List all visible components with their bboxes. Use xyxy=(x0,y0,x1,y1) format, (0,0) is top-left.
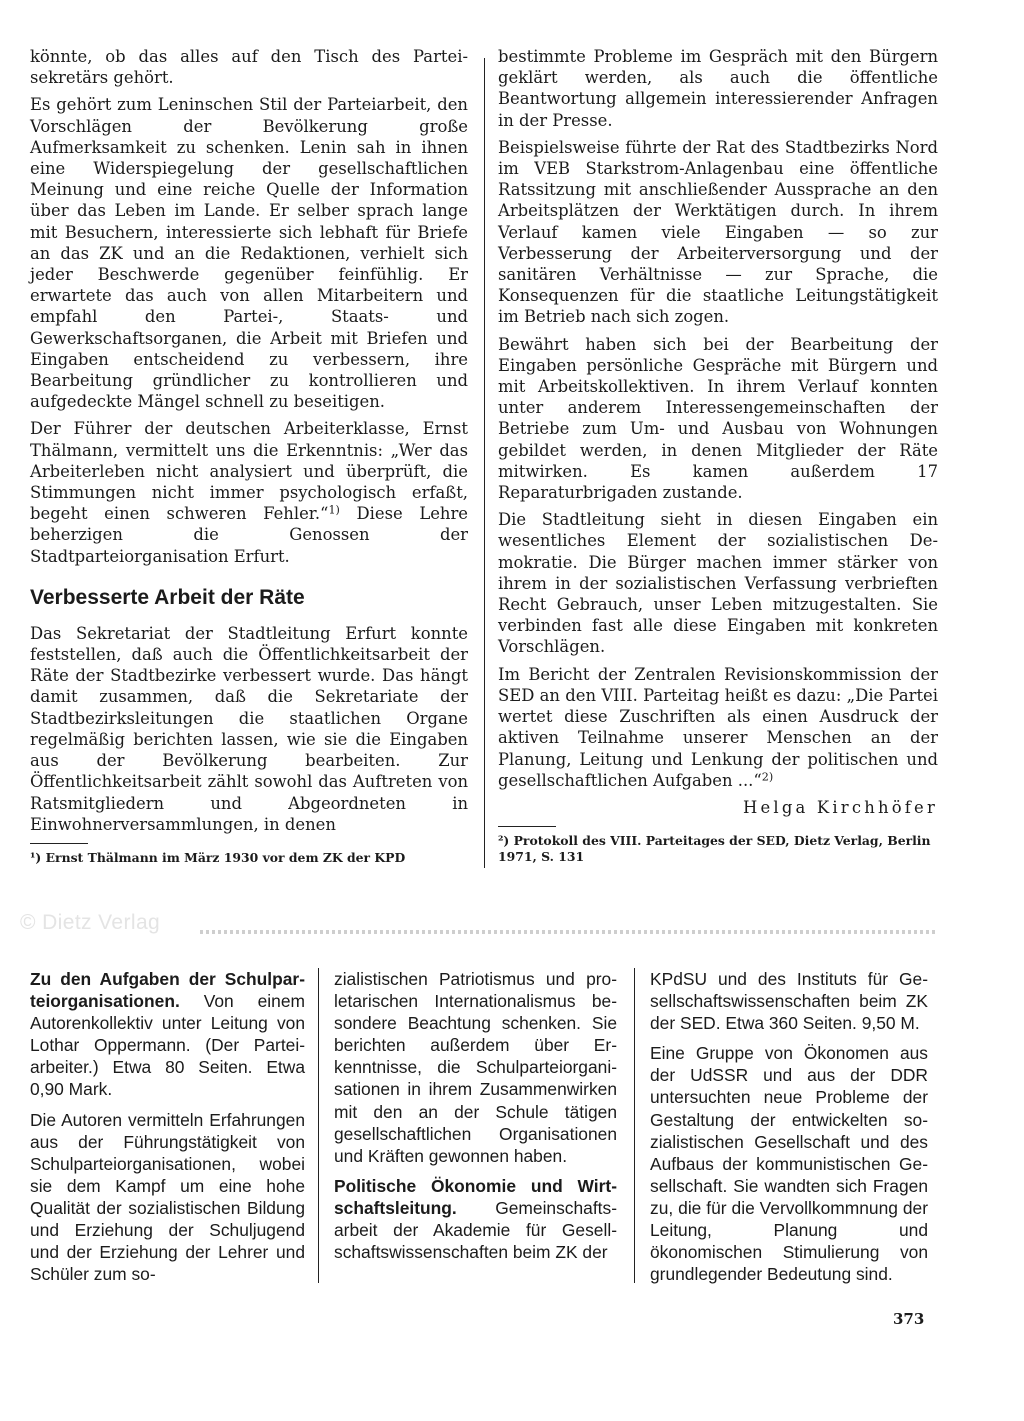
book-details: Gemeinschaftsarbeit der Akademie für Gesellschaftswissenschaften beim ZK der xyxy=(334,1197,617,1263)
paragraph: zialistischen Patriotismus und proletarischen Internationalismus besondere Beachtung schenken. Sie berichten außerdem über Erkenntnisse, die Schulparteiorganisationen in ihrem Zusammenwirken mit den an der Schule tätigen gesellschaftlichen Organisationen und Kräften gewonnen haben. xyxy=(334,969,617,1166)
paragraph: Beispielsweise führte der Rat des Stadtbezirks Nord im VEB Starkstrom-Anlagenbau eine öffentliche Ratssitzung mit anschließender Aussprache an den Arbeitsplätzen der Werktätigen durch. In ihrem Verlauf kamen viele Eingaben — so zur Verbesserung der Arbeiterversorgung und der sanitären Verhältnisse — zur Sprache, die Konsequenzen für die staatliche Leitungstätigkeit im Betrieb nach sich zogen. xyxy=(498,137,938,327)
paragraph: Es gehört zum Leninschen Stil der Parteiarbeit, den Vorschlägen der Bevölkerung große Aufmerksamkeit zu schenken. Lenin sah in ihnen eine Widerspiegelung der gesellschaftlichen Meinung und eine reiche Quelle der Information über das Leben im Lande. Er selber sprach lange mit Besuchern, interessierte sich lebhaft für Briefe an das ZK und an die Redaktionen, verhielt sich jeder Beschwerde gegenüber feinfühlig. Er erwartete das auch von allen Mitarbeitern und empfahl den Partei-, Staats- und Gewerkschaftsorganen, die Arbeit mit Briefen und Eingaben entscheidend zu verbessern, ihre Bearbeitung gründlicher zu kontrollieren und aufgedeckte Mängel schnell zu beseitigen. xyxy=(30,95,468,412)
book-details: Von einem Autorenkollektiv unter Leitung von Lothar Oppermann. (Der Parteiarbeiter.) Etwa 80 Seiten. Etwa 0,90 Mark. xyxy=(30,991,305,1100)
paragraph: könnte, ob das alles auf den Tisch des Parteisekretärs gehört. xyxy=(30,47,468,88)
page-number: 373 xyxy=(893,1310,925,1328)
review-column-1 xyxy=(30,968,305,1293)
article-column-left xyxy=(30,46,468,865)
footnote-rule xyxy=(498,826,556,827)
footnote-ref: 1) xyxy=(328,503,340,517)
publisher-watermark: © Dietz Verlag xyxy=(20,911,161,934)
paragraph: bestimmte Probleme im Gespräch mit den Bürgern geklärt werden, als auch die öffentliche Beantwortung allgemein interessierender Anfragen in der Presse. xyxy=(498,47,938,130)
review-column-3 xyxy=(650,968,928,1293)
paragraph: Die Stadtleitung sieht in diesen Eingaben ein wesentliches Element der sozialistischen Demokratie. Die Bürger machen immer stärker von ihrem in der sozialistischen Verfassung verbrieften Recht Gebrauch, unser Leben mitzugestalten. Sie verbinden fast alle diese Eingaben mit konkreten Vorschlägen. xyxy=(498,510,938,657)
footnote: ¹) Ernst Thälmann im März 1930 vor dem ZK der KPD xyxy=(30,849,406,865)
quote-text: Der Führer der deutschen Arbeiterklasse, Ernst Thälmann, vermittelt uns die Erkenntnis: „Wer das Arbeiterleben nicht analysiert und überprüft, die Stimmungen nicht immer psychologisch erfaßt, begeht einen schweren Fehler.“ xyxy=(30,419,468,524)
paragraph xyxy=(498,664,938,791)
review-entry xyxy=(30,968,305,1101)
article-column-right xyxy=(498,46,938,864)
paragraph: Bewährt haben sich bei der Bearbeitung der Eingaben persönliche Gespräche mit Bürgern und mit Arbeitskollektiven. In ihrem Verlauf konnten unter anderem Interessengemeinschaften der Betriebe zum Um- und Ausbau von Wohnungen gebildet werden, in denen Mitglieder der Räte mitwirken. Es kamen außerdem 17 Reparaturbrigaden zustande. xyxy=(498,334,938,503)
paragraph: Das Sekretariat der Stadtleitung Erfurt konnte feststellen, daß auch die Öffentlichkeitsarbeit der Räte der Stadtbezirke verbessert wurde. Das hängt damit zusammen, daß die Sekretariate der Stadtbezirksleitungen die staatlichen Organe regelmäßig berichten lassen, wie sie die Eingaben aus der Bevölkerung bearbeiten. Zur Öffentlichkeitsarbeit zählt sowohl das Auftreten von Ratsmitgliedern und Abgeordneten in Einwohnerversammlungen, in denen xyxy=(30,623,468,834)
footnote-ref: 2) xyxy=(761,770,774,784)
column-divider xyxy=(484,58,485,868)
review-column-2 xyxy=(334,968,617,1271)
book-title: Politische Ökonomie und Wirtschaftsleitung. xyxy=(334,1175,617,1218)
footnote-rule xyxy=(30,843,88,844)
paragraph: Eine Gruppe von Ökonomen aus der UdSSR und aus der DDR untersuchten neue Probleme der Gestaltung der entwickelten sozialistischen Gesellschaft und des Aufbaus der kommunistischen Gesellschaft. Sie wandten sich Fragen zu, die für die Vervollkommnung der Leitung, Planung und ökonomischen Stimulierung von grundlegender Bedeutung sind. xyxy=(650,1043,928,1285)
section-separator xyxy=(200,930,936,934)
paragraph: Die Autoren vermitteln Erfahrungen aus der Führungstätigkeit von Schulparteiorganisationen, wobei sie dem Kampf um eine hohe Qualität der sozialistischen Bildung und Erziehung der Schuljugend und der Erziehung der Lehrer und Schüler zum so- xyxy=(30,1109,305,1285)
footnote: ²) Protokoll des VIII. Parteitages der SED, Dietz Verlag, Berlin 1971, S. 131 xyxy=(498,833,931,864)
paragraph xyxy=(30,418,468,566)
book-title: Zu den Aufgaben der Schulparteiorganisationen. xyxy=(30,969,305,1012)
column-divider xyxy=(318,968,319,1283)
quote-text: Im Bericht der Zentralen Revisionskommission der SED an den VIII. Parteitag heißt es dazu: „Die Partei wertet diese Zuschriften als einen Ausdruck der aktiven Teilnahme unserer Menschen an der Planung, Leitung und Lenkung der politischen und gesellschaftlichen Aufgaben ...“ xyxy=(498,664,938,790)
author-signature: Helga Kirchhöfer xyxy=(743,797,938,817)
section-heading: Verbesserte Arbeit der Räte xyxy=(30,585,305,609)
paragraph: KPdSU und des Instituts für Gesellschaftswissenschaften beim ZK der SED. Etwa 360 Seiten. 9,50 M. xyxy=(650,969,928,1034)
review-entry xyxy=(334,1175,617,1263)
quote-tail: Diese Lehre beherzigen die Genossen der Stadtparteiorganisation Erfurt. xyxy=(30,504,468,566)
column-divider xyxy=(634,968,635,1283)
